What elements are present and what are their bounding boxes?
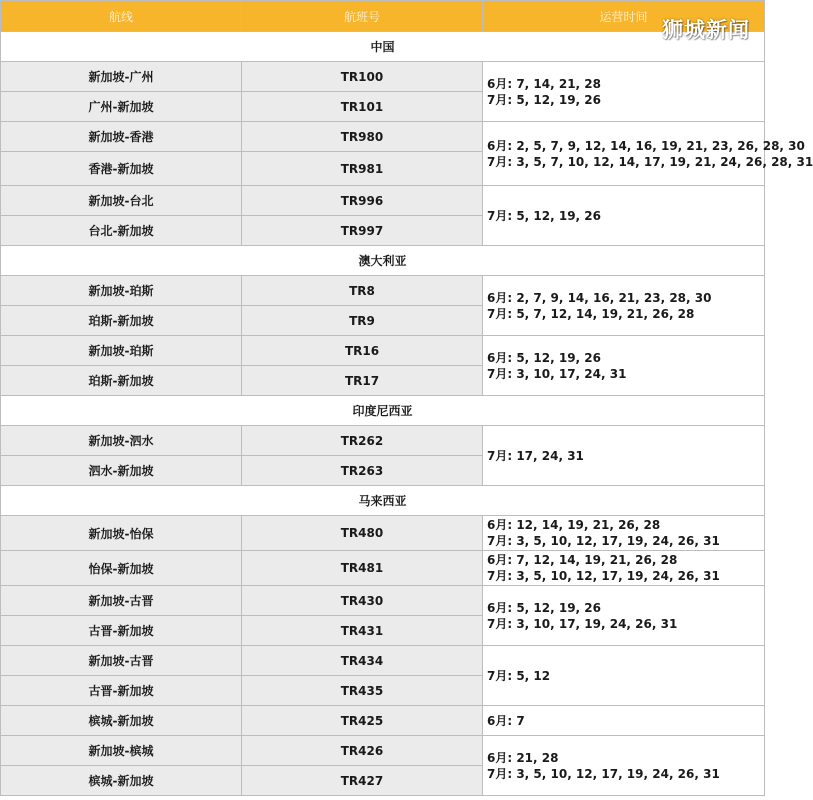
region-label: 马来西亚 [1, 486, 765, 516]
flight-number-cell: TR100 [242, 62, 483, 92]
table-row [1, 62, 765, 92]
operating-dates-cell [483, 586, 765, 646]
route-cell: 台北-新加坡 [1, 216, 242, 246]
flight-number-cell: TR263 [242, 456, 483, 486]
flight-number-cell: TR996 [242, 186, 483, 216]
table-row [1, 551, 765, 586]
route-cell: 新加坡-怡保 [1, 516, 242, 551]
operating-dates-cell [483, 736, 765, 796]
route-cell: 古晋-新加坡 [1, 676, 242, 706]
dates-line: 6月: 5, 12, 19, 26 [487, 350, 601, 365]
watermark-logo: 狮城新闻 [662, 18, 750, 42]
dates-line: 6月: 7 [487, 713, 525, 728]
table-row [1, 122, 765, 152]
operating-dates-cell [483, 551, 765, 586]
dates-line: 6月: 2, 7, 9, 14, 16, 21, 23, 28, 30 [487, 290, 712, 305]
flight-number-cell: TR101 [242, 92, 483, 122]
operating-dates-cell [483, 122, 813, 186]
route-cell: 古晋-新加坡 [1, 616, 242, 646]
operating-dates-cell [483, 62, 765, 122]
flight-number-cell: TR425 [242, 706, 483, 736]
flight-number-cell: TR481 [242, 551, 483, 586]
route-cell: 槟城-新加坡 [1, 766, 242, 796]
dates-line: 6月: 5, 12, 19, 26 [487, 600, 601, 615]
flight-number-cell: TR9 [242, 306, 483, 336]
route-cell: 新加坡-珀斯 [1, 276, 242, 306]
route-cell: 新加坡-槟城 [1, 736, 242, 766]
operating-dates-cell [483, 516, 765, 551]
region-label: 澳大利亚 [1, 246, 765, 276]
region-label: 中国 [1, 32, 765, 62]
table-row [1, 186, 765, 216]
route-cell: 泗水-新加坡 [1, 456, 242, 486]
dates-line: 6月: 21, 28 [487, 750, 559, 765]
dates-line: 7月: 5, 12, 19, 26 [487, 92, 601, 107]
route-cell: 怡保-新加坡 [1, 551, 242, 586]
route-cell: 新加坡-古晋 [1, 586, 242, 616]
dates-line: 7月: 3, 10, 17, 19, 24, 26, 31 [487, 616, 678, 631]
dates-line: 7月: 5, 7, 12, 14, 19, 21, 26, 28 [487, 306, 695, 321]
region-row-indonesia [1, 396, 765, 426]
flight-number-cell: TR16 [242, 336, 483, 366]
table-row [1, 646, 765, 676]
flight-number-cell: TR980 [242, 122, 483, 152]
header-operating-dates: 运营时间 [483, 1, 765, 32]
route-cell: 新加坡-泗水 [1, 426, 242, 456]
table-row [1, 516, 765, 551]
flight-number-cell: TR8 [242, 276, 483, 306]
dates-line: 7月: 3, 5, 7, 10, 12, 14, 17, 19, 21, 24, 26, 28, 31 [487, 154, 813, 169]
dates-line: 7月: 3, 5, 10, 12, 17, 19, 24, 26, 31 [487, 766, 720, 781]
table-row [1, 706, 765, 736]
dates-line: 7月: 3, 10, 17, 24, 31 [487, 366, 627, 381]
operating-dates-cell [483, 186, 765, 246]
dates-line: 7月: 3, 5, 10, 12, 17, 19, 24, 26, 31 [487, 534, 720, 548]
route-cell: 新加坡-广州 [1, 62, 242, 92]
header-route: 航线 [1, 1, 242, 32]
flight-number-cell: TR435 [242, 676, 483, 706]
operating-dates-cell [483, 276, 765, 336]
dates-line: 7月: 17, 24, 31 [487, 448, 584, 463]
flight-number-cell: TR434 [242, 646, 483, 676]
flight-number-cell: TR431 [242, 616, 483, 646]
flight-number-cell: TR981 [242, 152, 483, 186]
route-cell: 槟城-新加坡 [1, 706, 242, 736]
route-cell: 香港-新加坡 [1, 152, 242, 186]
table-row [1, 336, 765, 366]
operating-dates-cell [483, 336, 765, 396]
route-cell: 新加坡-香港 [1, 122, 242, 152]
flight-number-cell: TR262 [242, 426, 483, 456]
operating-dates-cell [483, 426, 765, 486]
dates-line: 7月: 3, 5, 10, 12, 17, 19, 24, 26, 31 [487, 569, 720, 583]
flight-number-cell: TR430 [242, 586, 483, 616]
region-row-australia [1, 246, 765, 276]
table-row [1, 586, 765, 616]
route-cell: 珀斯-新加坡 [1, 306, 242, 336]
dates-line: 6月: 7, 14, 21, 28 [487, 76, 601, 91]
table-row [1, 276, 765, 306]
flight-number-cell: TR427 [242, 766, 483, 796]
table-header-row [1, 1, 765, 32]
route-cell: 珀斯-新加坡 [1, 366, 242, 396]
dates-line: 7月: 5, 12 [487, 668, 551, 683]
route-cell: 新加坡-珀斯 [1, 336, 242, 366]
region-label: 印度尼西亚 [1, 396, 765, 426]
operating-dates-cell [483, 646, 765, 706]
flight-number-cell: TR997 [242, 216, 483, 246]
operating-dates-cell [483, 706, 765, 736]
dates-line: 7月: 5, 12, 19, 26 [487, 208, 601, 223]
route-cell: 新加坡-古晋 [1, 646, 242, 676]
table-row [1, 426, 765, 456]
route-cell: 新加坡-台北 [1, 186, 242, 216]
flight-number-cell: TR426 [242, 736, 483, 766]
dates-line: 6月: 7, 12, 14, 19, 21, 26, 28 [487, 553, 678, 567]
dates-line: 6月: 12, 14, 19, 21, 26, 28 [487, 518, 661, 532]
flight-number-cell: TR480 [242, 516, 483, 551]
route-cell: 广州-新加坡 [1, 92, 242, 122]
flight-number-cell: TR17 [242, 366, 483, 396]
region-row-china [1, 32, 765, 62]
region-row-malaysia [1, 486, 765, 516]
header-flight-number: 航班号 [242, 1, 483, 32]
table-row [1, 736, 765, 766]
dates-line: 6月: 2, 5, 7, 9, 12, 14, 16, 19, 21, 23, 26, 28, 30 [487, 138, 805, 153]
